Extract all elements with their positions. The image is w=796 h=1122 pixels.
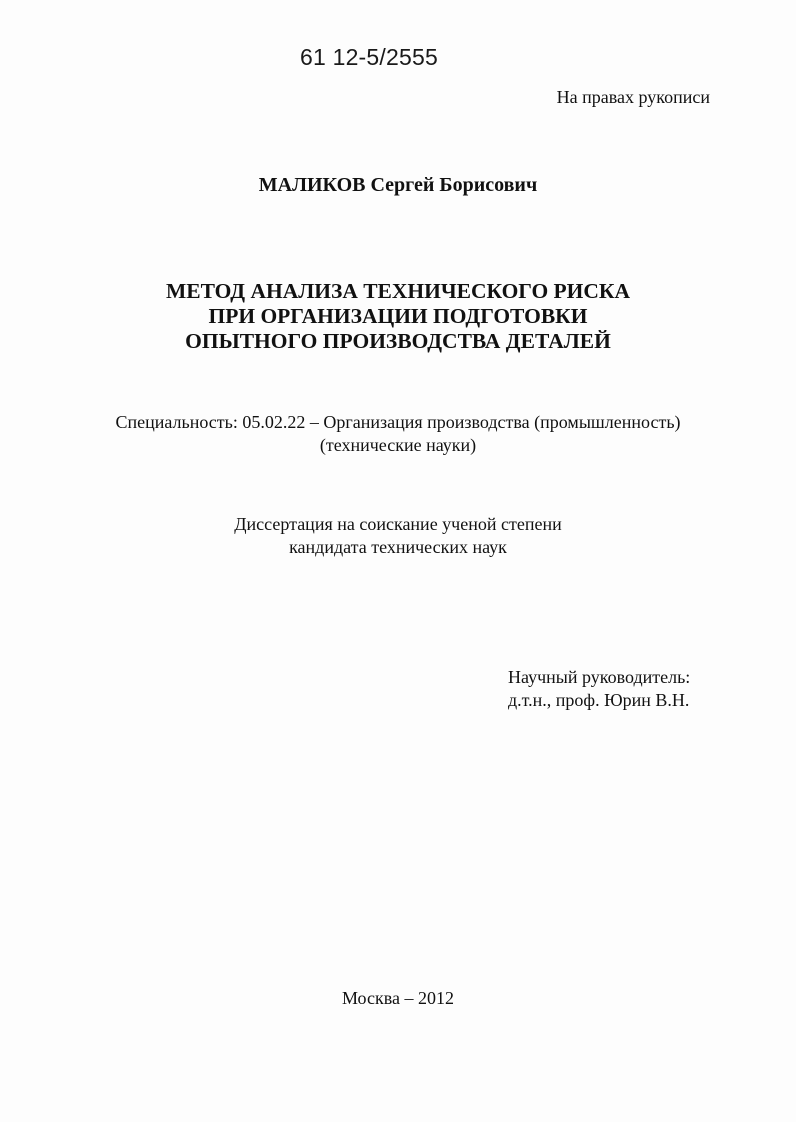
specialty-block (0, 411, 796, 457)
thesis-title (0, 279, 796, 354)
thesis-title-line: ОПЫТНОГО ПРОИЗВОДСТВА ДЕТАЛЕЙ (185, 329, 611, 353)
author-name: МАЛИКОВ Сергей Борисович (258, 174, 538, 196)
rights-note: На правах рукописи (556, 87, 710, 107)
specialty-line: Специальность: 05.02.22 – Организация производства (промышленность) (115, 412, 681, 432)
supervisor-name: д.т.н., проф. Юрин В.Н. (508, 690, 690, 710)
specialty-field: (технические науки) (319, 435, 477, 455)
city-year: Москва – 2012 (342, 988, 454, 1008)
degree-line: Диссертация на соискание ученой степени (234, 514, 562, 534)
thesis-title-line: ПРИ ОРГАНИЗАЦИИ ПОДГОТОВКИ (208, 304, 588, 328)
degree-line: кандидата технических наук (289, 537, 507, 557)
supervisor-label: Научный руководитель: (508, 667, 691, 687)
degree-statement (0, 513, 796, 559)
archive-number: 61 12-5/2555 (300, 44, 438, 70)
supervisor-block (508, 666, 690, 712)
thesis-title-line: МЕТОД АНАЛИЗА ТЕХНИЧЕСКОГО РИСКА (165, 279, 631, 303)
